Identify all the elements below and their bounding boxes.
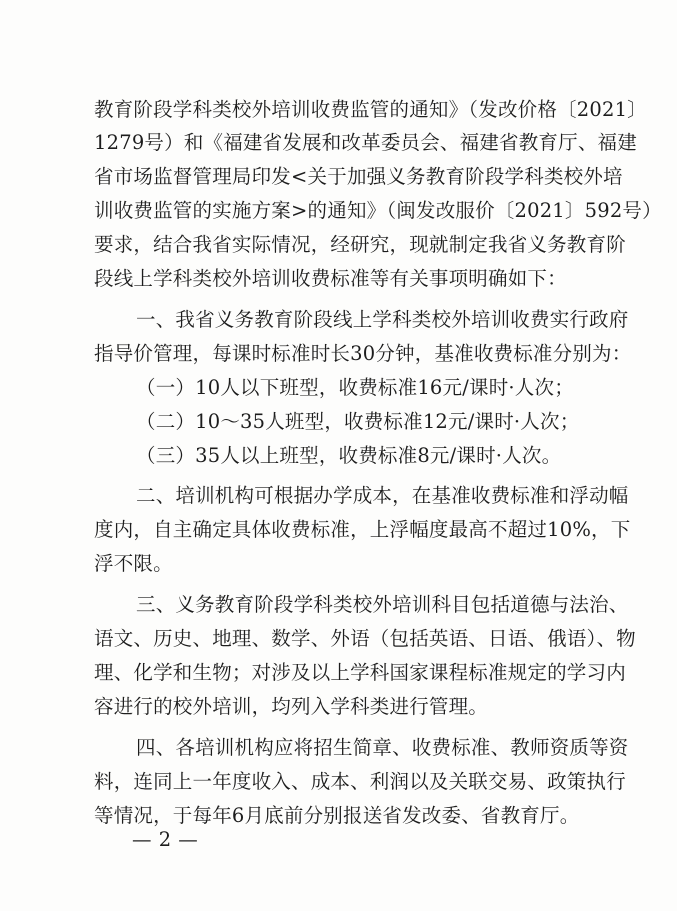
section-4-line-3: 等情况，于每年6月底前分别报送省发改委、省教育厅。 bbox=[94, 804, 580, 827]
section-2-line-1: 二、培训机构可根据办学成本，在基准收费标准和浮动幅 bbox=[136, 484, 629, 507]
section-1-item-3: （三）35人以上班型，收费标准8元/课时·人次。 bbox=[136, 444, 562, 467]
section-4-line-1: 四、各培训机构应将招生简章、收费标准、教师资质等资 bbox=[136, 736, 629, 759]
section-3-line-1: 三、义务教育阶段学科类校外培训科目包括道德与法治、 bbox=[136, 593, 629, 616]
section-1-item-1: （一）10人以下班型，收费标准16元/课时·人次； bbox=[136, 376, 574, 399]
section-1-line-1: 一、我省义务教育阶段线上学科类校外培训收费实行政府 bbox=[136, 308, 629, 331]
body-line-6: 段线上学科类校外培训收费标准等有关事项明确如下： bbox=[94, 267, 567, 290]
section-1-item-2: （二）10～35人班型，收费标准12元/课时·人次； bbox=[136, 410, 580, 433]
section-3-line-4: 容进行的校外培训，均列入学科类进行管理。 bbox=[94, 695, 489, 718]
section-2-line-3: 浮不限。 bbox=[94, 552, 173, 575]
body-line-4: 训收费监管的实施方案>的通知》（闽发改服价〔2021〕592号） bbox=[94, 199, 662, 222]
section-1-line-2: 指导价管理，每课时标准时长30分钟，基准收费标准分别为： bbox=[94, 342, 632, 365]
section-3-line-2: 语文、历史、地理、数学、外语（包括英语、日语、俄语）、物 bbox=[94, 627, 636, 650]
section-4-line-2: 料，连同上一年度收入、成本、利润以及关联交易、政策执行 bbox=[94, 770, 626, 793]
section-2-line-2: 度内，自主确定具体收费标准，上浮幅度最高不超过10%，下 bbox=[94, 518, 631, 541]
section-3-line-3: 理、化学和生物；对涉及以上学科国家课程标准规定的学习内 bbox=[94, 661, 626, 684]
page-number: — 2 — bbox=[132, 828, 199, 851]
body-line-5: 要求，结合我省实际情况，经研究，现就制定我省义务教育阶 bbox=[94, 233, 626, 256]
body-line-2: 1279号）和《福建省发展和改革委员会、福建省教育厅、福建 bbox=[94, 131, 637, 154]
body-line-3: 省市场监督管理局印发<关于加强义务教育阶段学科类校外培 bbox=[94, 165, 623, 188]
body-line-1: 教育阶段学科类校外培训收费监管的通知》（发改价格〔2021〕 bbox=[94, 98, 647, 121]
